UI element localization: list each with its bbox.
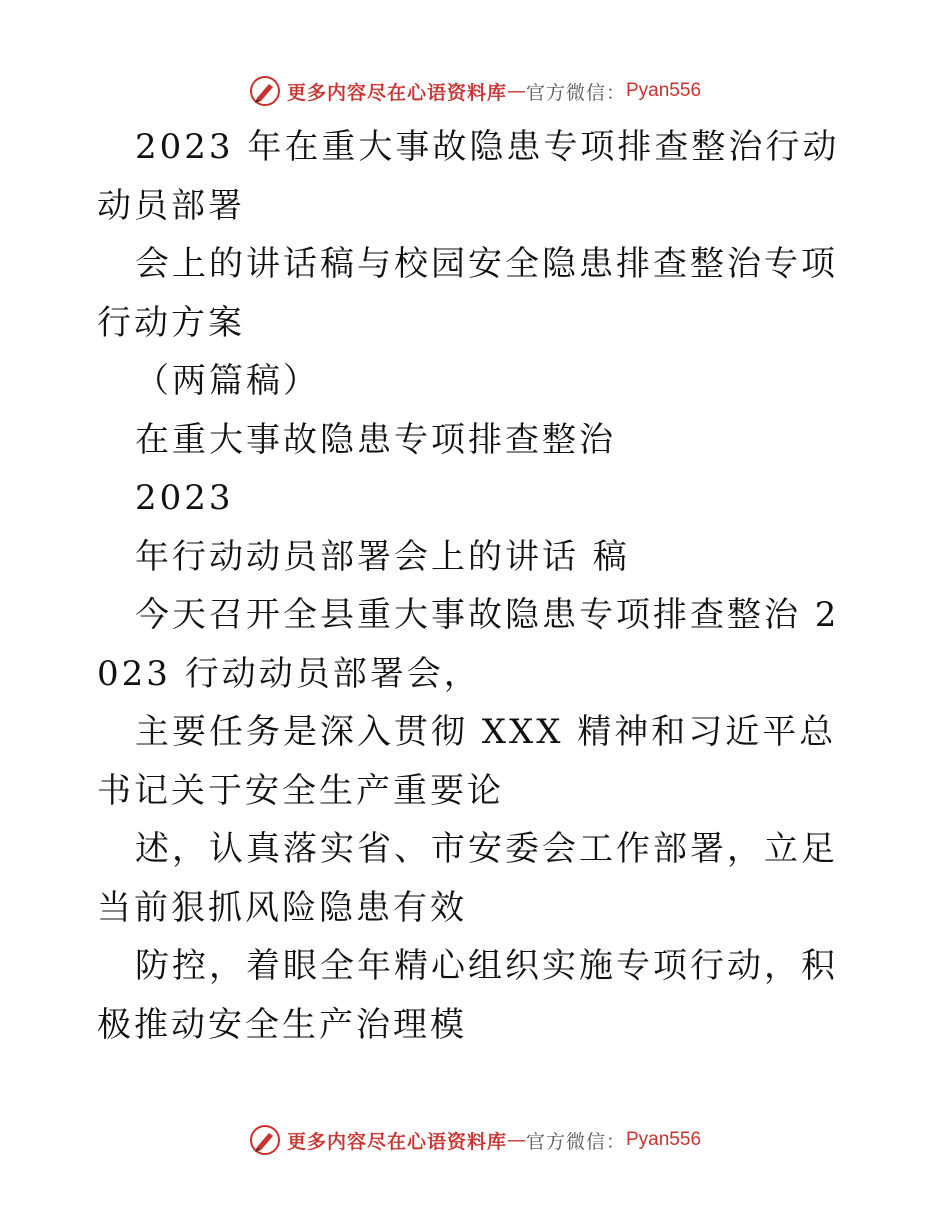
pen-circle-logo-icon	[249, 75, 281, 107]
body-paragraph-4: 防控，着眼全年精心组织实施专项行动，积极推动安全生产治理模	[97, 946, 838, 1045]
document-body	[97, 118, 857, 1054]
body-paragraph-2: 主要任务是深入贯彻 XXX 精神和习近平总书记关于安全生产重要论	[97, 712, 837, 811]
document-title-line-2: 会上的讲话稿与校园安全隐患排查整治专项行动方案	[97, 244, 838, 343]
watermark-separator: —	[506, 80, 526, 102]
body-paragraph-1: 今天召开全县重大事故隐患专项排查整治 2023 行动动员部署会，	[97, 595, 840, 694]
speech-title-line-2: 年行动动员部署会上的讲话 稿	[135, 536, 630, 577]
header-watermark	[0, 71, 950, 111]
body-paragraph-3: 述，认真落实省、市安委会工作部署，立足当前狠抓风险隐患有效	[97, 829, 838, 928]
document-title-line-1: 2023 年在重大事故隐患专项排查整治行动动员部署	[97, 127, 840, 226]
speech-title-year: 2023	[135, 478, 234, 518]
watermark-label: 官方微信：	[525, 81, 626, 104]
watermark-separator: —	[506, 1129, 526, 1151]
watermark-title: 更多内容尽在心语资料库	[286, 1130, 507, 1153]
footer-watermark	[0, 1120, 950, 1160]
watermark-wechat-id: Pyan556	[626, 1129, 702, 1150]
pen-circle-logo-icon	[249, 1124, 281, 1156]
watermark-title: 更多内容尽在心语资料库	[286, 81, 507, 104]
watermark-label: 官方微信：	[525, 1130, 626, 1153]
document-subtitle: （两篇稿）	[135, 361, 320, 401]
speech-title-line-1: 在重大事故隐患专项排查整治	[135, 419, 616, 460]
watermark-wechat-id: Pyan556	[626, 80, 702, 101]
